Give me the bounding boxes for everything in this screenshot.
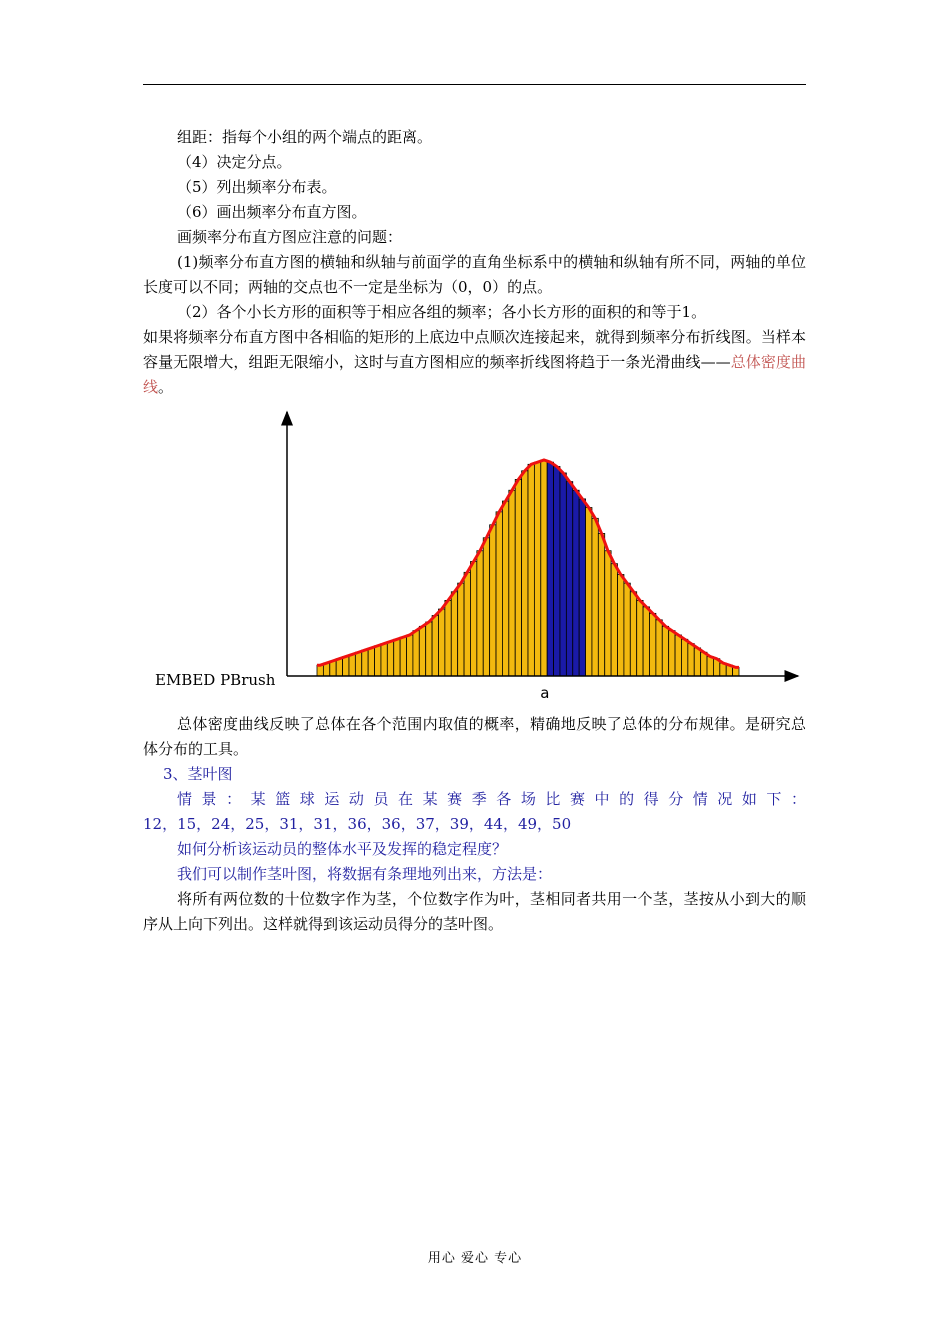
- density-histogram-figure: [143, 400, 806, 712]
- histogram-bar: [528, 464, 534, 676]
- histogram-bar: [349, 654, 355, 676]
- histogram-bar: [445, 600, 451, 676]
- density-text: 如果将频率分布直方图中各相临的矩形的上底边中点顺次连接起来，就得到频率分布折线图。当样本容量无限增大，组距无限缩小，这时与直方图相应的频率折线图将趋于一条光滑曲线——: [143, 328, 806, 371]
- paragraph-step-5: （5）列出频率分布表。: [177, 178, 337, 196]
- histogram-bar: [643, 607, 649, 676]
- histogram-bar: [598, 533, 604, 676]
- histogram-bar: [554, 466, 560, 676]
- histogram-bar: [586, 508, 592, 676]
- histogram-bar: [464, 572, 470, 676]
- histogram-bar: [618, 574, 624, 676]
- density-text-end: 。: [158, 378, 174, 396]
- histogram-bar: [573, 490, 579, 676]
- paragraph-density-curve: [143, 325, 806, 400]
- histogram-bar: [566, 482, 572, 676]
- histogram-bar: [560, 473, 566, 676]
- histogram-bar: [502, 501, 508, 676]
- histogram-bar: [707, 657, 713, 676]
- histogram-bar: [541, 460, 547, 676]
- histogram-bar: [470, 562, 476, 676]
- histogram-bar: [509, 490, 515, 676]
- histogram-bar: [355, 652, 361, 676]
- document-body: [143, 125, 806, 937]
- paragraph-note-1: (1)频率分布直方图的横轴和纵轴与前面学的直角坐标系中的横轴和纵轴有所不同，两轴的单位长度可以不同；两轴的交点也不一定是坐标为（0，0）的点。: [143, 253, 806, 296]
- embed-label: EMBED PBrush: [155, 671, 276, 689]
- paragraph-note-2: （2）各个小长方形的面积等于相应各组的频率；各小长方形的面积的和等于1。: [177, 303, 707, 321]
- histogram-bar: [592, 518, 598, 676]
- histogram-bar: [413, 631, 419, 676]
- paragraph-step-6: （6）画出频率分布直方图。: [177, 203, 367, 221]
- histogram-bar: [547, 462, 553, 676]
- histogram-bar: [515, 479, 521, 676]
- paragraph-scenario: 情景：某篮球运动员在某赛季各场比赛中的得分情况如下：: [177, 790, 806, 808]
- section-3-heading: 3、茎叶图: [163, 765, 233, 783]
- histogram-bar: [496, 512, 502, 676]
- histogram-bar: [522, 471, 528, 676]
- histogram-bar: [694, 648, 700, 676]
- histogram-bar: [534, 462, 540, 676]
- histogram-bar: [649, 613, 655, 676]
- x-axis-tick-a: a: [540, 684, 550, 700]
- histogram-bar: [483, 538, 489, 676]
- histogram-bar: [438, 609, 444, 676]
- paragraph-density-meaning: 总体密度曲线反映了总体在各个范围内取值的概率，精确地反映了总体的分布规律。是研究总体分布的工具。: [143, 715, 806, 758]
- histogram-bar: [579, 499, 585, 676]
- histogram-bar: [343, 657, 349, 676]
- header-rule: [143, 84, 806, 85]
- histogram-bar: [477, 551, 483, 676]
- histogram-bar: [701, 652, 707, 676]
- histogram-bar: [368, 648, 374, 676]
- histogram-bar: [669, 631, 675, 676]
- histogram-bar: [605, 551, 611, 676]
- page-footer: 用心 爱心 专心: [427, 1251, 523, 1266]
- histogram-bar: [662, 626, 668, 676]
- histogram-bar: [432, 616, 438, 676]
- paragraph-notes-heading: 画频率分布直方图应注意的问题：: [177, 228, 403, 246]
- paragraph-stem-leaf-method: 将所有两位数的十位数字作为茎，个位数字作为叶，茎相同者共用一个茎，茎按从小到大的顺序从上向下列出。这样就得到该运动员得分的茎叶图。: [143, 890, 806, 933]
- density-curve-term: 总体密度曲线: [143, 353, 806, 396]
- histogram-bar: [317, 665, 323, 676]
- histogram-bar: [611, 564, 617, 676]
- histogram-bar: [407, 635, 413, 676]
- histogram-bar: [381, 644, 387, 676]
- histogram-bar: [375, 646, 381, 676]
- histogram-bar: [681, 639, 687, 676]
- histogram-bar: [400, 637, 406, 676]
- histogram-bar: [426, 622, 432, 676]
- histogram-bar: [490, 525, 496, 676]
- histogram-bar: [675, 635, 681, 676]
- histogram-bar: [458, 583, 464, 676]
- histogram-bar: [419, 626, 425, 676]
- paragraph-question: 如何分析该运动员的整体水平及发挥的稳定程度？: [177, 840, 508, 858]
- histogram-bar: [630, 592, 636, 676]
- density-histogram-chart: [143, 400, 806, 700]
- paragraph-step-4: （4）决定分点。: [177, 153, 292, 171]
- histogram-bar: [637, 600, 643, 676]
- histogram-bar: [624, 583, 630, 676]
- histogram-bar: [394, 639, 400, 676]
- histogram-bar: [387, 641, 393, 676]
- histogram-bar: [362, 650, 368, 676]
- histogram-bar: [336, 659, 342, 676]
- paragraph-class-width: 组距：指每个小组的两个端点的距离。: [177, 128, 433, 146]
- histogram-bar: [656, 620, 662, 676]
- paragraph-scores: 12，15，24，25，31，31，36，36，37，39，44，49，50: [143, 815, 572, 833]
- paragraph-method: 我们可以制作茎叶图，将数据有条理地列出来，方法是：: [177, 865, 553, 883]
- histogram-bar: [451, 592, 457, 676]
- histogram-bar: [688, 644, 694, 676]
